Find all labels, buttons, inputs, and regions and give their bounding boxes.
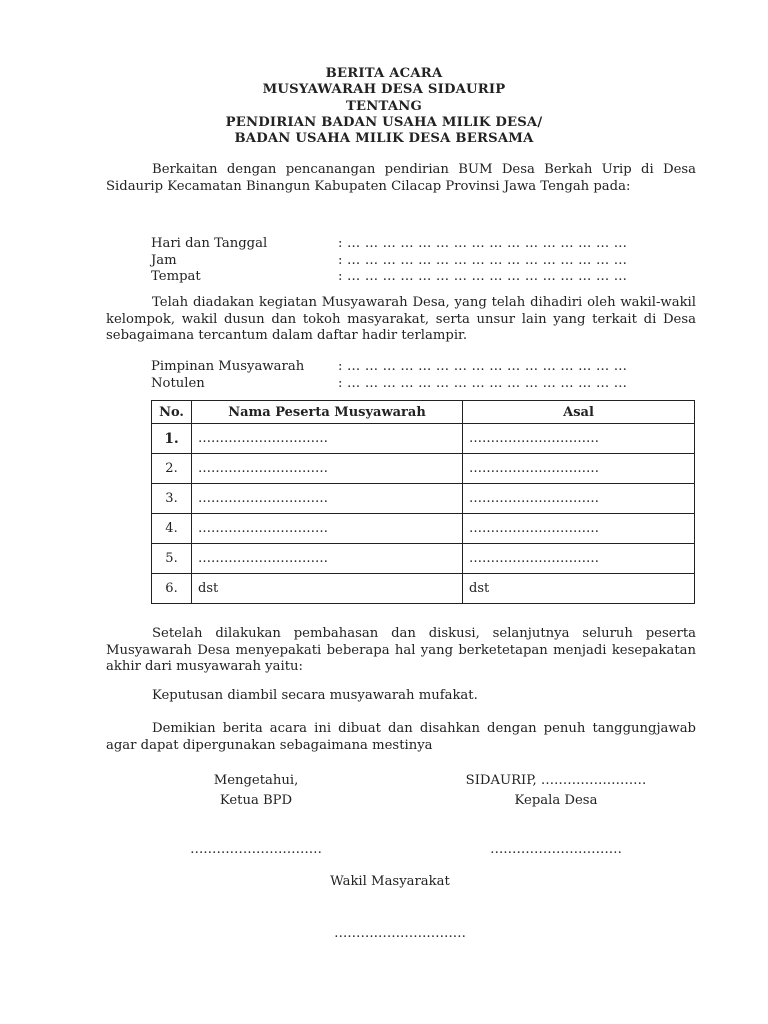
closing-paragraph (106, 721, 696, 754)
field-value: : … … … … … … … … … … … … … … … … (338, 236, 628, 251)
acknowledged-label: Mengetahui, (213, 773, 299, 788)
field-value: : … … … … … … … … … … … … … … … … (338, 252, 628, 268)
header-asal: Asal (463, 401, 695, 424)
row-asal: ………………………… (463, 424, 695, 454)
field-jam (151, 253, 696, 269)
table-header-row (152, 401, 695, 424)
discussion-text: Setelah dilakukan pembahasan dan diskusi, selanjutnya seluruh peserta Musyawarah Desa menyepakati beberapa hal yang berketetapan menjadi kesepakatan akhir dari musyawarah yaitu: (106, 626, 696, 675)
community-representative-label: Wakil Masyarakat (330, 874, 450, 889)
row-number: 1. (152, 424, 192, 454)
title-line-2: MUSYAWARAH DESA SIDAURIP (262, 82, 506, 98)
row-number: 3. (152, 484, 192, 514)
title-line-4: PENDIRIAN BADAN USAHA MILIK DESA/ (225, 114, 543, 130)
row-nama: ………………………… (192, 454, 463, 484)
table-row (152, 484, 695, 514)
discussion-paragraph (106, 626, 696, 676)
row-nama: ………………………… (192, 514, 463, 544)
row-nama: ………………………… (192, 544, 463, 574)
field-pimpinan (151, 359, 696, 375)
closing-text: Demikian berita acara ini dibuat dan disahkan dengan penuh tanggungjawab agar dapat dipergunakan sebagaimana mestinya (106, 721, 696, 753)
signature-line-kepala-desa: ………………………… (490, 842, 622, 857)
header-nama: Nama Peserta Musyawarah (192, 401, 463, 424)
table-row (152, 544, 695, 574)
row-number: 5. (152, 544, 192, 574)
field-value: : … … … … … … … … … … … … … … … … (338, 376, 628, 391)
kepala-desa-label: Kepala Desa (514, 793, 598, 808)
meeting-text: Telah diadakan kegiatan Musyawarah Desa, yang telah dihadiri oleh wakil-wakil kelompok, wakil dusun dan tokoh masyarakat, serta unsur lain yang terkait di Desa sebagaimana tercantum dalam daftar hadir terlampir. (106, 295, 696, 344)
signature-line-ketua-bpd: ………………………… (190, 842, 322, 857)
intro-text: Berkaitan dengan pencanangan pendirian BUM Desa Berkah Urip di Desa Sidaurip Kecamatan Binangun Kabupaten Cilacap Provinsi Jawa Tengah pada: (106, 162, 696, 194)
table-row (152, 424, 695, 454)
row-asal: ………………………… (463, 544, 695, 574)
field-value: : … … … … … … … … … … … … … … … … (338, 359, 628, 374)
field-label: Jam (151, 252, 177, 268)
ketua-bpd-label: Ketua BPD (219, 793, 293, 808)
decision-text: Keputusan diambil secara musyawarah mufakat. (152, 688, 478, 703)
field-notulen (151, 376, 696, 392)
place-date-label: SIDAURIP, …………………… (465, 773, 647, 788)
row-number: 2. (152, 454, 192, 484)
field-hari-tanggal (151, 236, 696, 252)
field-tempat (151, 269, 696, 285)
signature-line-community: ………………………… (334, 926, 466, 941)
row-nama: dst (192, 574, 463, 604)
intro-paragraph (106, 162, 696, 195)
signature-left (176, 771, 336, 811)
row-nama: ………………………… (192, 424, 463, 454)
signature-right (446, 771, 666, 811)
field-label: Notulen (151, 376, 205, 391)
field-label: Hari dan Tanggal (151, 236, 268, 251)
table-row (152, 454, 695, 484)
title-line-3: TENTANG (346, 98, 422, 114)
field-label: Pimpinan Musyawarah (151, 359, 305, 374)
row-asal: ………………………… (463, 454, 695, 484)
table-row (152, 574, 695, 604)
field-value: : … … … … … … … … … … … … … … … … (338, 269, 628, 284)
row-asal: dst (463, 574, 695, 604)
table-row (152, 514, 695, 544)
row-number: 6. (152, 574, 192, 604)
attendance-table (151, 400, 695, 604)
row-number: 4. (152, 514, 192, 544)
meeting-paragraph (106, 295, 696, 345)
header-no: No. (152, 401, 192, 424)
row-nama: ………………………… (192, 484, 463, 514)
document-title (0, 66, 768, 147)
row-asal: ………………………… (463, 514, 695, 544)
title-line-5: BADAN USAHA MILIK DESA BERSAMA (234, 131, 534, 147)
row-asal: ………………………… (463, 484, 695, 514)
field-label: Tempat (151, 269, 201, 284)
decision-paragraph (106, 688, 696, 705)
title-line-1: BERITA ACARA (325, 66, 443, 81)
